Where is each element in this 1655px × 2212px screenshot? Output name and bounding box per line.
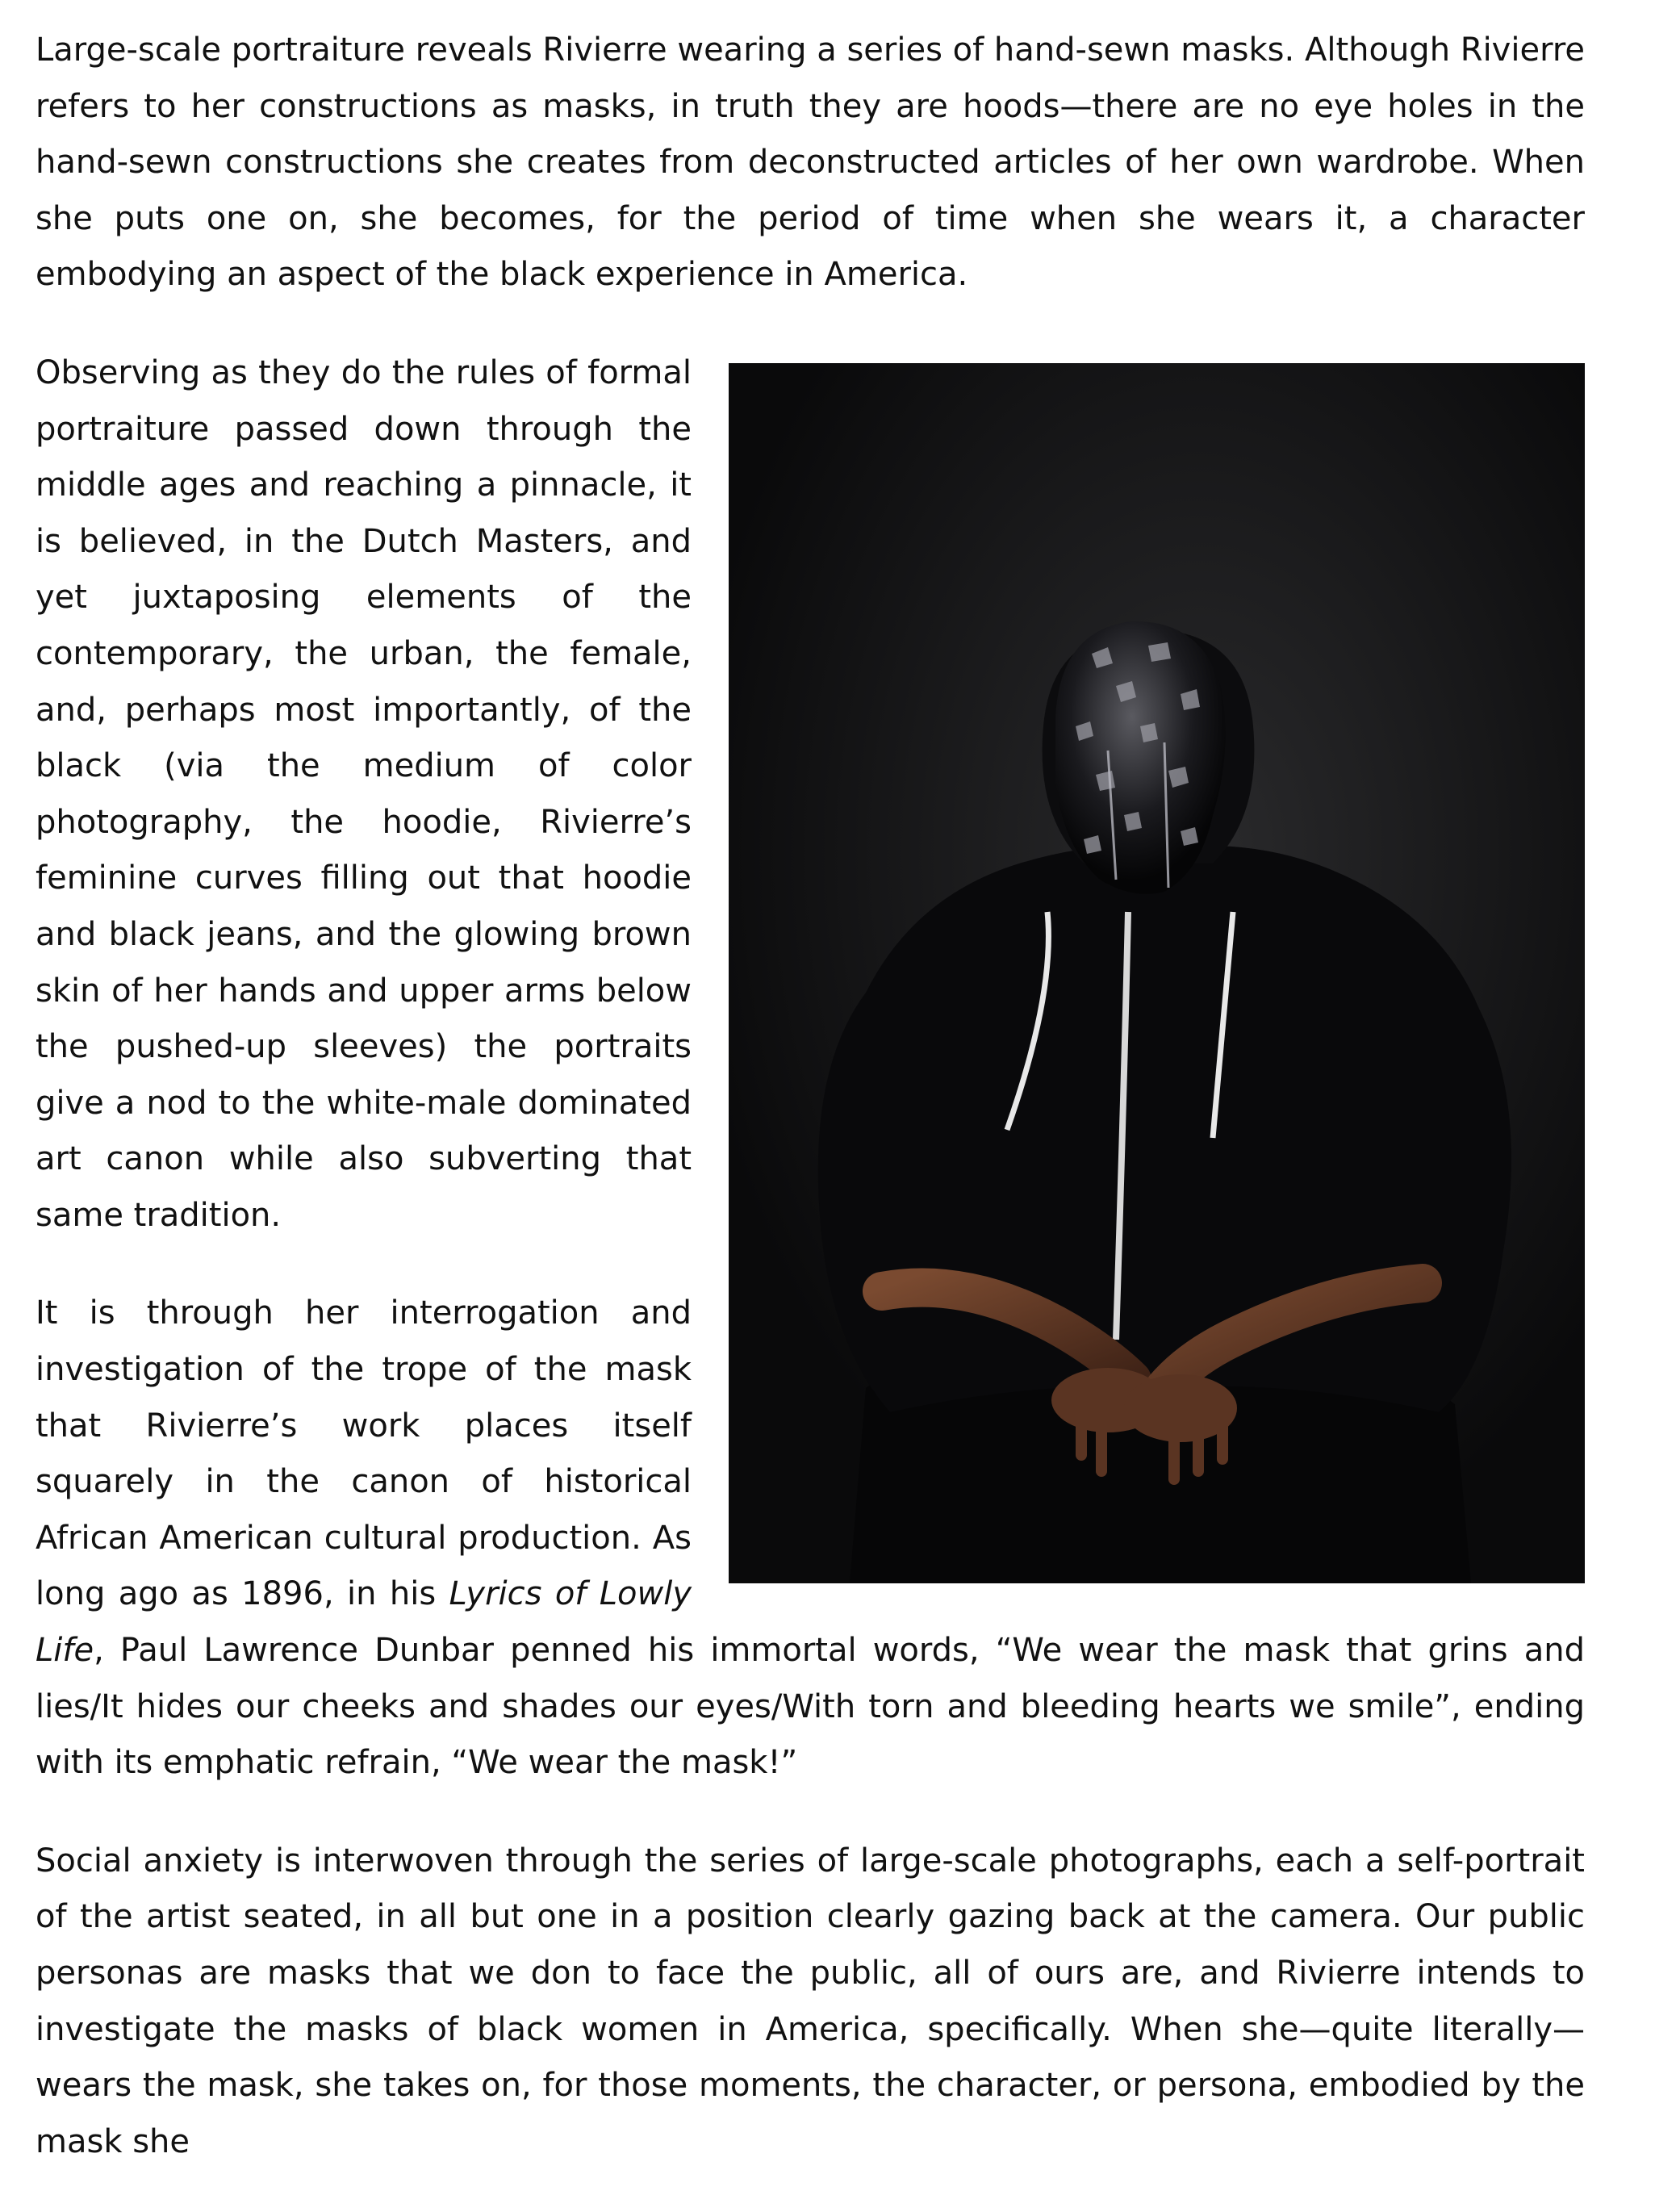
black-hoodie — [818, 845, 1511, 1412]
portrait-photograph — [729, 363, 1585, 1583]
paragraph-portraiture: Observing as they do the rules of formal portraiture passed down through the middle ages and reaching a pinnacle, it is believed, in the Dutch Masters, and yet juxtaposing elements of the contemporary, the urban, the female, and, perhaps most importantly, of the black (via the medium of color photography, the hoodie, Rivierre’s feminine curves filling out that hoodie and black jeans, and the glowing brown skin of her hands and upper arms below the pushed-up sleeves) the portraits give a nod to the white-male dominated art canon while also subverting that same tradition. — [36, 353, 692, 1234]
book-title-lyrics-of-lowly-life: Lyrics of Lowly Life — [36, 1575, 692, 1670]
paragraph-intro: Large-scale portraiture reveals Rivierre wearing a series of hand-sewn masks. Although Rivierre refers to her constructions as masks, in truth they are hoods—there are no eye holes in the hand-sewn constructions she creates from deconstructed articles of her own wardrobe. When she puts one on, she becomes, for the period of time when she wears it, a character embodying an aspect of the black experience in America. — [36, 31, 1585, 294]
article-body — [36, 23, 1585, 2212]
paragraph-mask-trope-lead: It is through her interrogation and investigation of the trope of the mask that Rivierre’s work places itself squarely in the canon of historical African American cultural production. As long ago as 1896, in his — [36, 1294, 692, 1613]
mirrored-mask — [1055, 621, 1226, 894]
portrait-illustration — [729, 363, 1585, 1583]
paragraph-social-anxiety: Social anxiety is interwoven through the series of large-scale photographs, each a self-portrait of the artist seated, in all but one in a position clearly gazing back at the camera. Our public personas are masks that we don to face the public, all of ours are, and Rivierre intends to investigate the masks of black women in America, specifically. When she—quite literally—wears the mask, she takes on, for those moments, the character, or persona, embodied by the mask she — [36, 1842, 1585, 2160]
paragraph-mask-trope-quote: , Paul Lawrence Dunbar penned his immortal words, “We wear the mask that grins and lies/It hides our cheeks and shades our eyes/With torn and bleeding hearts we smile”, ending with its emphatic refrain, “We wear the mask!” — [36, 1632, 1585, 1782]
